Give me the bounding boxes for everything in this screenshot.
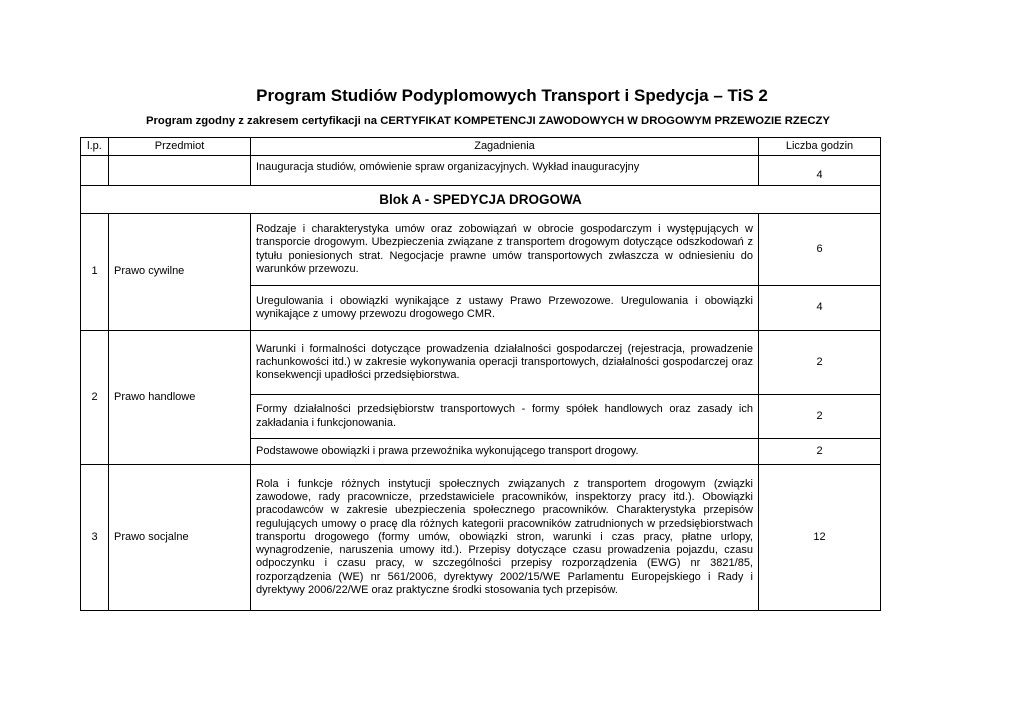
document-subtitle: Program zgodny z zakresem certyfikacji na CERTYFIKAT KOMPETENCJI ZAWODOWYCH W DROGOWYM PRZEWOZIE RZECZY [146, 115, 830, 127]
header-przedmiot: Przedmiot [109, 138, 251, 156]
intro-subject-cell [109, 156, 251, 186]
subject-name: Prawo socjalne [109, 465, 251, 611]
topic-cell: Rola i funkcje różnych instytucji społecznych związanych z transportem drogowym (związki zawodowe, rady pracownicze, przedstawiciele pracowników, inspektorzy pracy itd.). Obowiązki pracodawców w zakresie ubezpieczenia społecznego pracowników. Charakterystyka przepisów regulujących umowy o pracę dla różnych kategorii pracowników zatrudnionych w przedsiębiorstwach transportu drogowego (formy umów, obowiązki stron, warunki i czas pracy, płatne urlopy, wynagrodzenie, naruszenia umowy itd.). Przepisy dotyczące czasu prowadzenia pojazdu, czasu odpoczynku i czasu pracy, w szczególności przepisy rozporządzenia (EWG) nr 3821/85, rozporządzenia (WE) nr 561/2006, dyrektywy 2002/15/WE Parlamentu Europejskiego i Rady i dyrektywy 2006/22/WE oraz praktyczne środki stosowania tych przepisów. [251, 465, 759, 611]
hours-cell: 2 [759, 395, 881, 439]
program-table [80, 137, 881, 611]
hours-cell: 6 [759, 214, 881, 286]
intro-row [81, 156, 881, 186]
table-row [81, 331, 881, 395]
intro-topic-text: Inauguracja studiów, omówienie spraw organizacyjnych. Wykład inauguracyjny [256, 160, 640, 173]
block-title: Blok A - SPEDYCJA DROGOWA [81, 186, 881, 214]
subject-lp: 3 [81, 465, 109, 611]
header-zagadnienia: Zagadnienia [251, 138, 759, 156]
header-row [81, 138, 881, 156]
hours-cell: 4 [759, 286, 881, 331]
intro-hours-value: 4 [816, 168, 823, 181]
intro-lp-cell [81, 156, 109, 186]
subject-lp: 1 [81, 214, 109, 331]
topic-cell: Rodzaje i charakterystyka umów oraz zobowiązań w obrocie gospodarczym i występujących w transporcie drogowym. Ubezpieczenia związane z transportem drogowym dotyczące odszkodowań z tytułu poniesionych strat. Negocjacje prawne umów transportowych zwłaszcza w odniesieniu do warunków przewozu. [251, 214, 759, 286]
header-lp: l.p. [81, 138, 109, 156]
hours-cell: 12 [759, 465, 881, 611]
hours-cell: 2 [759, 439, 881, 465]
topic-cell: Uregulowania i obowiązki wynikające z ustawy Prawo Przewozowe. Uregulowania i obowiązki wynikające z umowy przewozu drogowego CMR. [251, 286, 759, 331]
header-liczba-godzin: Liczba godzin [759, 138, 881, 156]
subject-name: Prawo handlowe [109, 331, 251, 465]
hours-cell: 2 [759, 331, 881, 395]
intro-hours [759, 156, 881, 186]
block-row [81, 186, 881, 214]
topic-cell: Formy działalności przedsiębiorstw transportowych - formy spółek handlowych oraz zasady ich zakładania i funkcjonowania. [251, 395, 759, 439]
topic-cell: Podstawowe obowiązki i prawa przewoźnika wykonującego transport drogowy. [251, 439, 759, 465]
intro-topic [251, 156, 759, 186]
table-row [81, 214, 881, 286]
table-row [81, 465, 881, 611]
subject-name: Prawo cywilne [109, 214, 251, 331]
topic-cell: Warunki i formalności dotyczące prowadzenia działalności gospodarczej (rejestracja, prowadzenie rachunkowości itd.) w zakresie wykonywania operacji transportowych, działalności gospodarczej oraz konsekwencji upadłości przedsiębiorstwa. [251, 331, 759, 395]
subject-lp: 2 [81, 331, 109, 465]
document-title: Program Studiów Podyplomowych Transport i Spedycja – TiS 2 [256, 86, 768, 105]
